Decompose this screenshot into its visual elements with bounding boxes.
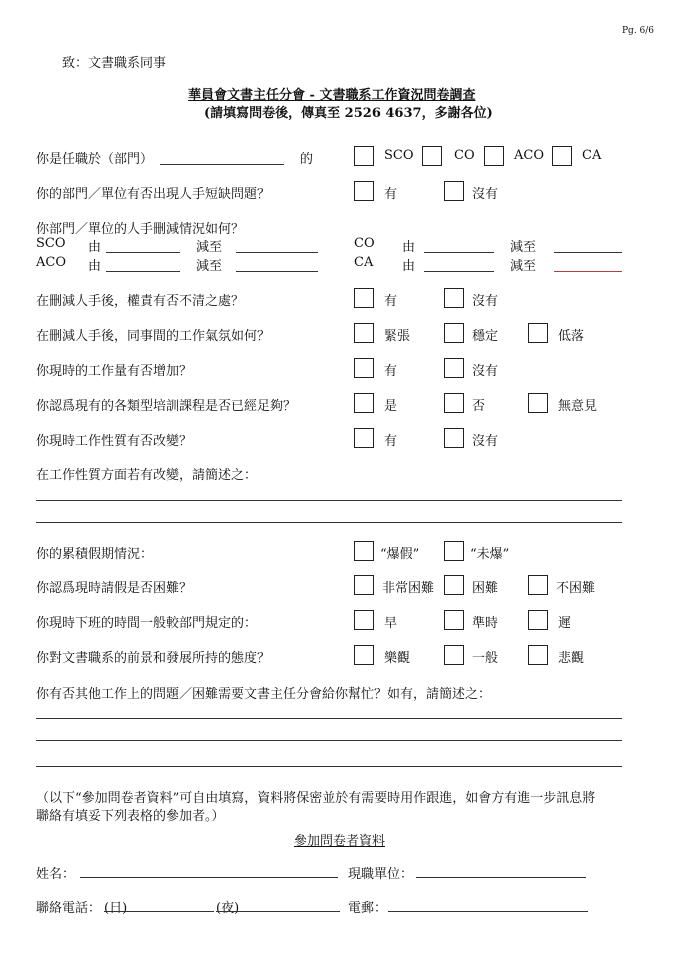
q8-checkbox-no[interactable] [444,428,464,448]
addressee: 致：文書職系同事 [62,56,167,71]
q13-option-neutral: 一般 [472,651,499,666]
form-title: 華員會文書主任分會 - 文書職系工作資況問卷調查 [188,88,476,103]
q8-option-yes: 有 [384,434,398,449]
q13-option-pessimistic: 悲觀 [558,651,585,666]
q5-label: 在刪減人手後，同事間的工作氣氛如何？ [36,329,271,344]
checkbox-sco[interactable] [354,146,374,166]
q14-answer-line-2[interactable] [36,740,622,741]
page-number: Pg. 6/6 [622,26,655,36]
q10-checkbox-not-exceeded[interactable] [444,541,464,561]
q4-checkbox-no[interactable] [444,288,464,308]
email-label: 電郵： [348,901,388,916]
ca-from-field[interactable] [424,271,494,272]
q8-label: 你現時工作性質有否改變？ [36,434,193,449]
q6-option-no: 沒有 [472,364,499,379]
day-phone-field[interactable] [104,911,214,912]
q6-option-yes: 有 [384,364,398,379]
q3-grade-ca: CA [354,255,374,270]
note-line-2: 聯絡有填妥下列表格的參加者。） [36,809,225,824]
q13-label: 你對文書職系的前景和發展所持的態度？ [36,651,271,666]
q9-label: 在工作性質方面若有改變，請簡述之： [36,468,258,483]
q11-option-difficult: 困難 [472,581,499,596]
q6-label: 你現時的工作量有否增加？ [36,364,193,379]
participant-title: 參加問卷者資料 [294,834,386,849]
q11-checkbox-very-difficult[interactable] [354,575,374,595]
checkbox-ca[interactable] [552,146,572,166]
option-aco: ACO [514,148,544,163]
q1-suffix: 的 [300,152,314,167]
q7-checkbox-no[interactable] [444,393,464,413]
position-label: 現職單位： [348,867,414,882]
q10-checkbox-exceeded[interactable] [354,541,374,561]
q5-checkbox-low[interactable] [528,323,548,343]
q5-option-tense: 緊張 [384,329,411,344]
co-to-field[interactable] [554,252,622,253]
form-subtitle: (請填寫問卷後，傳真至 2526 4637，多謝各位) [204,106,493,121]
q11-option-not-difficult: 不困難 [556,581,596,596]
q3-grade-sco: SCO [36,236,66,251]
q4-option-no: 沒有 [472,294,499,309]
q7-option-no-opinion: 無意見 [558,399,598,414]
q10-label: 你的累積假期情況： [36,547,154,562]
q10-option-not-exceeded: “未爆” [470,547,510,562]
q9-answer-line-1[interactable] [36,500,622,501]
q14-answer-line-3[interactable] [36,766,622,767]
q3-grade-co: CO [354,236,375,251]
q12-checkbox-early[interactable] [354,610,374,630]
q4-label: 在刪減人手後，權責有否不清之處？ [36,294,245,309]
option-co: CO [454,148,475,163]
q3-label: 你部門／單位的人手刪減情況如何？ [36,222,245,237]
q8-option-no: 沒有 [472,434,499,449]
q7-option-no: 否 [472,399,486,414]
q3-to-label: 減至 [196,259,223,274]
q2-option-no: 沒有 [472,187,499,202]
q11-option-very-difficult: 非常困難 [382,581,435,596]
q7-checkbox-yes[interactable] [354,393,374,413]
checkbox-co[interactable] [422,146,442,166]
q11-label: 你認爲現時請假是否困難？ [36,581,193,596]
q9-answer-line-2[interactable] [36,522,622,523]
q6-checkbox-no[interactable] [444,358,464,378]
q12-option-on-time: 準時 [472,616,499,631]
ca-to-field[interactable] [554,271,622,272]
q2-checkbox-yes[interactable] [354,181,374,201]
checkbox-aco[interactable] [484,146,504,166]
night-label: (夜) [216,901,240,916]
night-phone-field[interactable] [216,911,340,912]
q7-option-yes: 是 [384,399,398,414]
option-sco: SCO [384,148,414,163]
phone-label: 聯絡電話： [36,901,102,916]
q14-label: 你有否其他工作上的問題／困難需要文書主任分會給你幫忙？如有，請簡述之： [36,687,492,702]
q12-checkbox-on-time[interactable] [444,610,464,630]
aco-to-field[interactable] [236,271,318,272]
name-field[interactable] [80,877,338,878]
q2-label: 你的部門／單位有否出現人手短缺問題？ [36,187,271,202]
q4-checkbox-yes[interactable] [354,288,374,308]
co-from-field[interactable] [424,252,494,253]
q3-grade-aco: ACO [36,255,66,270]
q6-checkbox-yes[interactable] [354,358,374,378]
q3-from-label: 由 [88,240,102,255]
day-label: (日) [104,901,128,916]
department-field[interactable] [160,164,284,165]
position-field[interactable] [416,877,586,878]
q3-from-label: 由 [402,240,416,255]
q13-option-optimistic: 樂觀 [384,651,411,666]
q3-to-label: 減至 [510,259,537,274]
email-field[interactable] [388,911,588,912]
q3-from-label: 由 [402,259,416,274]
q12-checkbox-late[interactable] [528,610,548,630]
q1-label: 你是任職於（部門） [36,152,154,167]
q3-from-label: 由 [88,259,102,274]
option-ca: CA [582,148,602,163]
q3-to-label: 減至 [510,240,537,255]
q5-checkbox-tense[interactable] [354,323,374,343]
q7-checkbox-no-opinion[interactable] [528,393,548,413]
q4-option-yes: 有 [384,294,398,309]
q13-checkbox-pessimistic[interactable] [528,645,548,665]
q2-checkbox-no[interactable] [444,181,464,201]
aco-from-field[interactable] [106,271,180,272]
q13-checkbox-optimistic[interactable] [354,645,374,665]
name-label: 姓名： [36,867,76,882]
q11-checkbox-not-difficult[interactable] [528,575,548,595]
q12-option-early: 早 [384,616,398,631]
q12-label: 你現時下班的時間一般較部門規定的： [36,616,258,631]
q14-answer-line-1[interactable] [36,718,622,719]
q10-option-exceeded: “爆假” [380,547,420,562]
q7-label: 你認爲現有的各類型培訓課程是否已經足夠？ [36,399,297,414]
sco-to-field[interactable] [236,252,318,253]
q12-option-late: 遲 [558,616,572,631]
q11-checkbox-difficult[interactable] [444,575,464,595]
sco-from-field[interactable] [106,252,180,253]
q2-option-yes: 有 [384,187,398,202]
note-line-1: （以下“參加問卷者資料”可自由填寫，資料將保密並於有需要時用作跟進，如會方有進一步訊息將 [36,791,596,806]
q5-option-stable: 穩定 [472,329,499,344]
q5-option-low: 低落 [558,329,585,344]
q8-checkbox-yes[interactable] [354,428,374,448]
q5-checkbox-stable[interactable] [444,323,464,343]
q13-checkbox-neutral[interactable] [444,645,464,665]
q3-to-label: 減至 [196,240,223,255]
